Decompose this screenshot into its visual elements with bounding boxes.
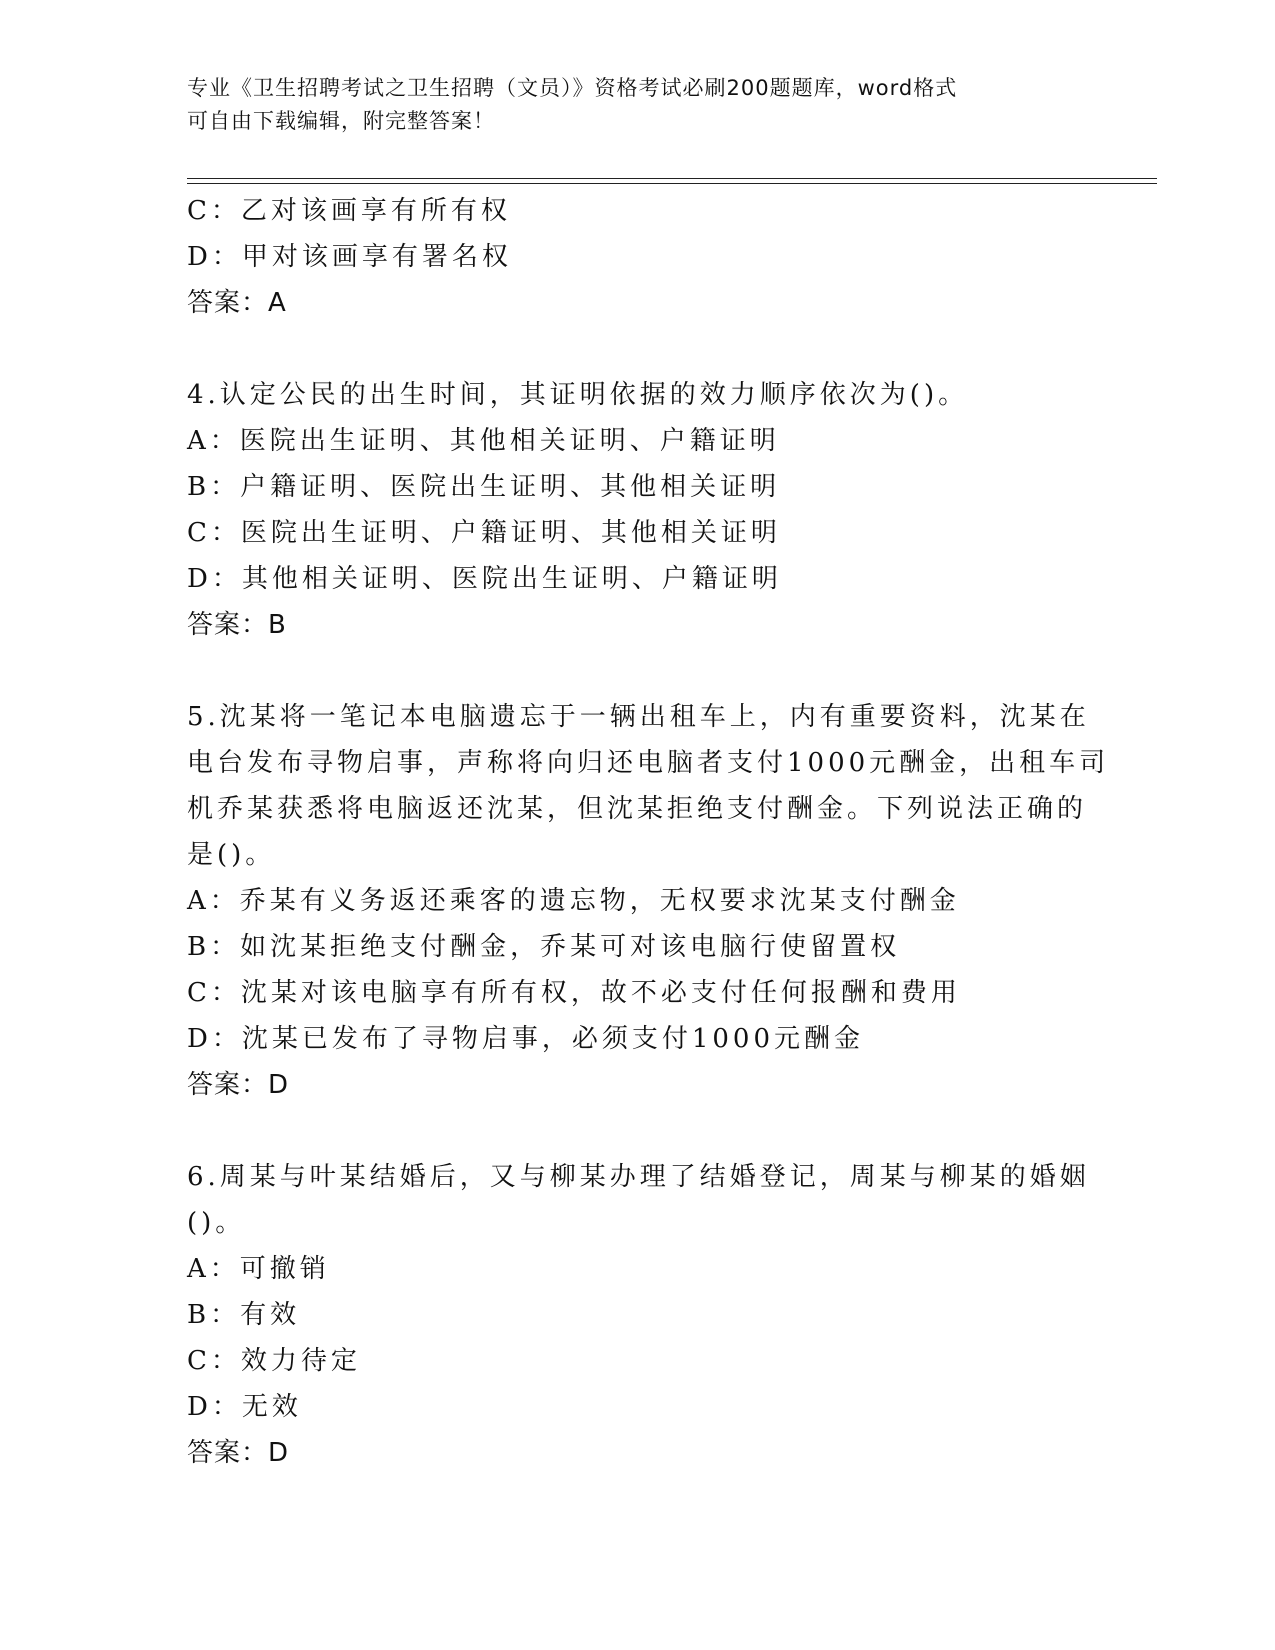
question-stem-line-2: ()。 [187, 1208, 246, 1238]
document-body [187, 188, 1110, 1476]
question-stem-line-4: 是()。 [187, 840, 276, 870]
question-stem-line-2: 电台发布寻物启事，声称将向归还电脑者支付1000元酬金，出租车司 [187, 748, 1110, 778]
question-stem-line-3: 机乔某获悉将电脑返还沈某，但沈某拒绝支付酬金。下列说法正确的 [187, 794, 1088, 824]
question-stem-line-1: 6.周某与叶某结婚后，又与柳某办理了结婚登记，周某与柳某的婚姻 [187, 1162, 1090, 1192]
question-3-continued [187, 188, 1087, 326]
answer-line: 答案：D [187, 1070, 290, 1100]
option-b: B：如沈某拒绝支付酬金，乔某可对该电脑行使留置权 [187, 932, 901, 962]
option-d: D：无效 [187, 1392, 302, 1422]
option-a: A：可撤销 [187, 1254, 330, 1284]
option-c: C：医院出生证明、户籍证明、其他相关证明 [187, 518, 781, 548]
question-stem: 4.认定公民的出生时间，其证明依据的效力顺序依次为()。 [187, 380, 969, 410]
question-5 [187, 694, 1110, 1108]
option-c: C：沈某对该电脑享有所有权，故不必支付任何报酬和费用 [187, 978, 961, 1008]
question-stem-line-1: 5.沈某将一笔记本电脑遗忘于一辆出租车上，内有重要资料，沈某在 [187, 702, 1090, 732]
option-b: B：户籍证明、医院出生证明、其他相关证明 [187, 472, 781, 502]
option-a: A：乔某有义务返还乘客的遗忘物，无权要求沈某支付酬金 [187, 886, 960, 916]
option-c: C：效力待定 [187, 1346, 361, 1376]
option-b: B：有效 [187, 1300, 301, 1330]
page-header [187, 72, 1087, 138]
header-line-2: 可自由下载编辑，附完整答案！ [187, 109, 495, 133]
option-d: D：甲对该画享有署名权 [187, 242, 512, 272]
answer-line: 答案：B [187, 610, 287, 640]
header-line-1: 专业《卫生招聘考试之卫生招聘（文员）》资格考试必刷200题题库，word格式 [187, 76, 958, 100]
option-a: A：医院出生证明、其他相关证明、户籍证明 [187, 426, 780, 456]
header-rule-bottom [187, 183, 1157, 184]
option-d: D：其他相关证明、医院出生证明、户籍证明 [187, 564, 782, 594]
question-4 [187, 372, 1087, 648]
header-rule-top [187, 178, 1157, 179]
answer-line: 答案：D [187, 1438, 290, 1468]
option-c: C：乙对该画享有所有权 [187, 196, 511, 226]
question-6 [187, 1154, 1090, 1476]
answer-line: 答案：A [187, 288, 287, 318]
option-d: D：沈某已发布了寻物启事，必须支付1000元酬金 [187, 1024, 865, 1054]
